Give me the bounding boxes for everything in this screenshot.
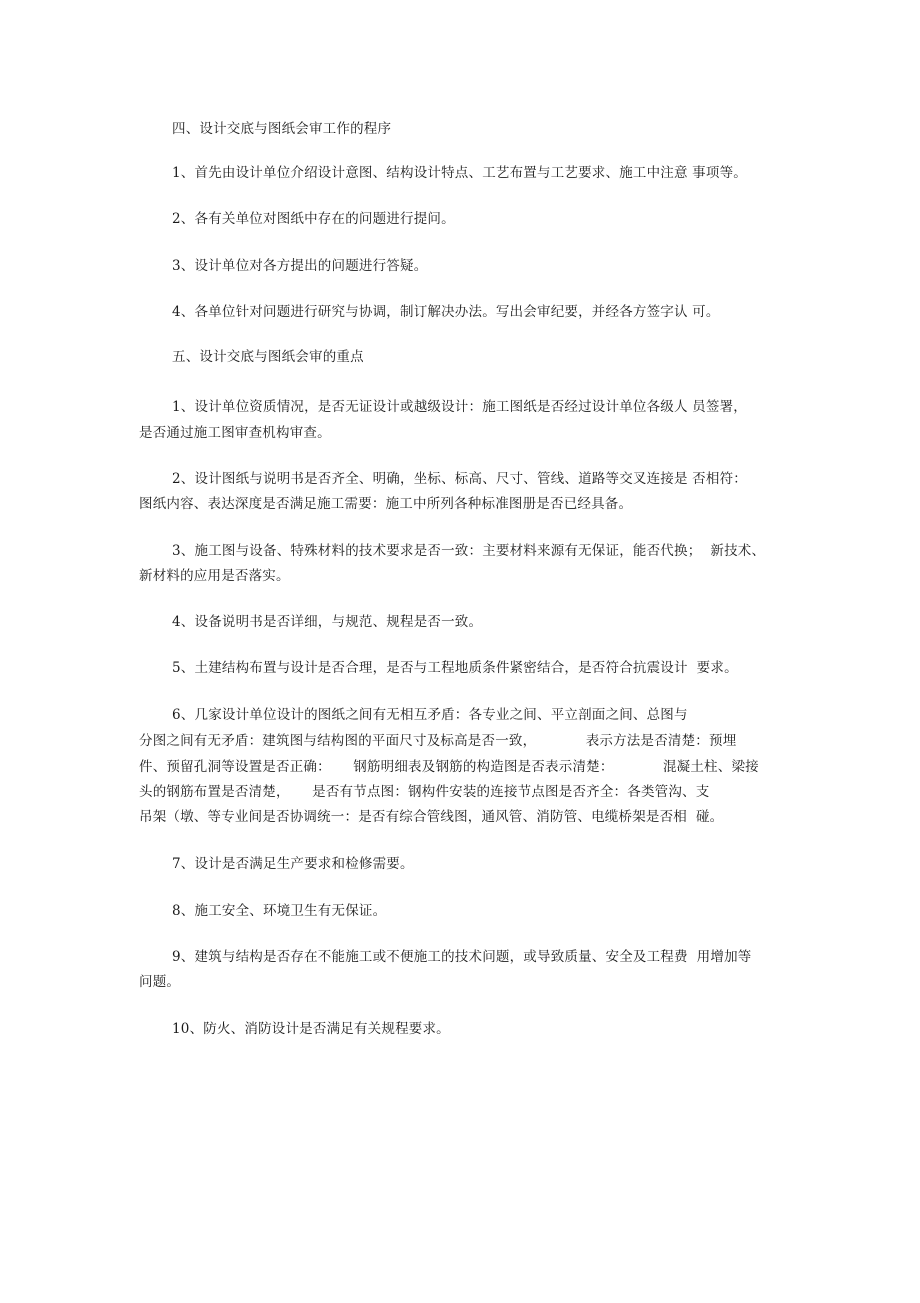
section-5-item-7: 7、设计是否满足生产要求和检修需要。 (172, 856, 414, 872)
section-5-item-9-line-1: 9、建筑与结构是否存在不能施工或不便施工的技术问题，或导致质量、安全及工程费 用增加等 (172, 949, 752, 965)
section-5-item-4: 4、设备说明书是否详细，与规范、规程是否一致。 (172, 614, 483, 630)
section-4-item-4: 4、各单位针对问题进行研究与协调，制订解决办法。写出会审纪要，并经各方签字认 可。 (172, 304, 720, 320)
section-5-item-6-line-5: 吊架（墩、等专业间是否协调统一：是否有综合管线图，通风管、消防管、电缆桥架是否相 碰。 (139, 809, 724, 825)
section-5-item-2-line-2: 图纸内容、表达深度是否满足施工需要：施工中所列各种标准图册是否已经具备。 (139, 496, 633, 512)
section-5-item-1-line-2: 是否通过施工图审查机构审查。 (139, 425, 331, 441)
section-5-item-2-line-1: 2、设计图纸与说明书是否齐全、明确，坐标、标高、尺寸、管线、道路等交叉连接是 否相符： (172, 471, 747, 487)
section-5-heading: 五、设计交底与图纸会审的重点 (172, 349, 364, 365)
section-4-item-3: 3、设计单位对各方提出的问题进行答疑。 (172, 258, 428, 274)
section-5-item-1-line-1: 1、设计单位资质情况，是否无证设计或越级设计：施工图纸是否经过设计单位各级人 员签署， (172, 399, 747, 415)
section-5-item-10: 10、防火、消防设计是否满足有关规程要求。 (172, 1021, 450, 1037)
section-5-item-6-line-4: 头的钢筋布置是否清楚， 是否有节点图：钢构件安装的连接节点图是否齐全：各类管沟、支 (139, 784, 710, 800)
section-4-item-1: 1、首先由设计单位介绍设计意图、结构设计特点、工艺布置与工艺要求、施工中注意 事项等。 (172, 165, 747, 181)
section-5-item-5: 5、土建结构布置与设计是否合理，是否与工程地质条件紧密结合，是否符合抗震设计 要求。 (172, 660, 738, 676)
section-5-item-9-line-2: 问题。 (139, 974, 181, 990)
section-5-item-8: 8、施工安全、环境卫生有无保证。 (172, 903, 387, 919)
section-4-item-2: 2、各有关单位对图纸中存在的问题进行提问。 (172, 211, 455, 227)
section-5-item-3-line-1: 3、施工图与设备、特殊材料的技术要求是否一致：主要材料来源有无保证，能否代换； 新技术、 (172, 543, 766, 559)
section-5-item-6-line-1: 6、几家设计单位设计的图纸之间有无相互矛盾：各专业之间、平立剖面之间、总图与 (172, 707, 688, 723)
section-5-item-6-line-3: 件、预留孔洞等设置是否正确： 钢筋明细表及钢筋的构造图是否表示清楚： 混凝土柱、梁接 (139, 759, 759, 775)
section-5-item-3-line-2: 新材料的应用是否落实。 (139, 568, 290, 584)
section-5-item-6-line-2: 分图之间有无矛盾：建筑图与结构图的平面尺寸及标高是否一致， 表示方法是否清楚：预埋 (139, 733, 737, 749)
section-4-heading: 四、设计交底与图纸会审工作的程序 (172, 121, 392, 137)
